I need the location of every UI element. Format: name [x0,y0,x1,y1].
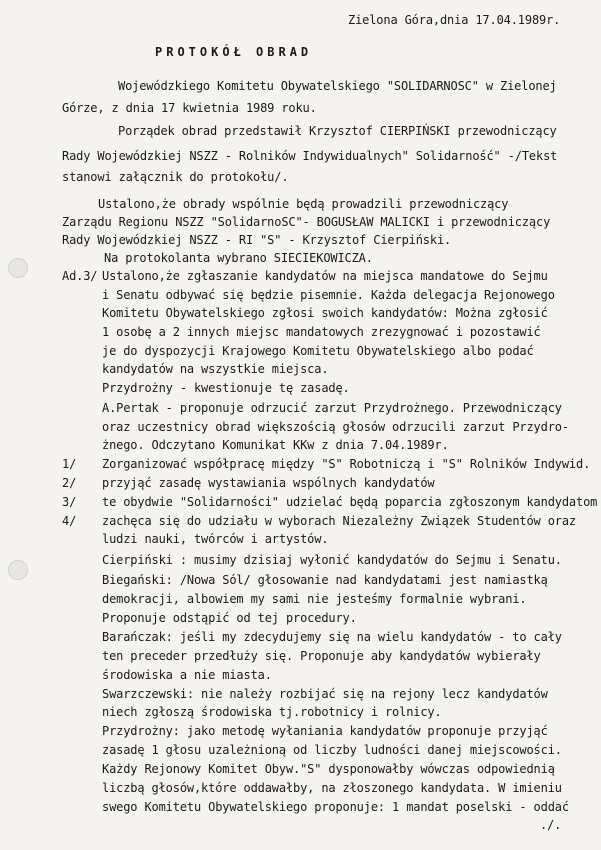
discussion-line: liczbą głosów,które oddawałby, na złoszonego kandydata. W imieniu [102,781,562,795]
discussion-line: Swarzczewski: nie należy rozbijać się na rejony lecz kandydatów [102,687,548,701]
paragraph-line: stanowi załącznik do protokołu/. [62,170,289,184]
paragraph-line: A.Pertak - proponuje odrzucić zarzut Przydrożnego. Przewodniczący [102,401,562,415]
list-item: przyjąć zasadę wystawiania wspólnych kandydatów [102,476,435,490]
discussion-line: swego Komitetu Obywatelskiego proponuje: 1 mandat poselski - oddać [102,800,569,814]
ad3-label: Ad.3/ [62,269,98,283]
paragraph-line: Porządek obrad przedstawił Krzysztof CIERPIŃSKI przewodniczący [118,124,557,138]
list-number: 3/ [62,495,77,509]
paragraph-line: Rady Wojewódzkiej NSZZ - Rolników Indywidualnych" Solidarność" -/Tekst [62,149,558,163]
discussion-line: Barańczak: jeśli my zdecydujemy się na wielu kandydatów - to cały [102,630,562,644]
paragraph-line: żnego. Odczytano Komunikat KKw z dnia 7.04.1989r. [102,438,449,452]
list-item: te obydwie "Solidarności" udzielać będą poparcia zgłoszonym kandydatom [102,495,598,509]
discussion-line: Proponuje odstąpić od tej procedury. [102,611,357,625]
paragraph-line: i Senatu odbywać się będzie pisemnie. Każda delegacja Rejonowego [102,288,555,302]
discussion-line: środowiska a nie miasta. [102,668,272,682]
discussion-line: Przydrożny: jako metodę wyłaniania kandydatów proponuje przyjąć [102,724,548,738]
discussion-line: Cierpiński : musimy dzisiaj wyłonić kandydatów do Sejmu i Senatu. [102,553,562,567]
paragraph-line: Rady Wojewódzkiej NSZZ - RI "S" - Krzysztof Cierpiński. [62,233,452,247]
paragraph-line: kandydatów na wszystkie miejsca. [102,362,329,376]
discussion-line: demokracji, albowiem my sami nie jesteśmy formalnie wybrani. [102,592,527,606]
paragraph-line: je do dyspozycji Krajowego Komitetu Obywatelskiego albo podać [102,344,534,358]
discussion-line: ten preceder przedłuży się. Proponuje aby kandydatów wybierały [102,649,541,663]
intro-line: Wojewódzkiego Komitetu Obywatelskiego "SOLIDARNOSC" w Zielonej [118,79,557,93]
list-number: 1/ [62,457,77,471]
list-item: Zorganizować współpracę między "S" Robotniczą i "S" Rolników Indywid. [102,457,591,471]
discussion-line: Każdy Rejonowy Komitet Obyw."S" dysponowałby wówczas odpowiednią [102,762,555,776]
paragraph-line: Na protokolanta wybrano SIECIEKOWICZA. [104,251,373,265]
intro-line: Górze, z dnia 17 kwietnia 1989 roku. [62,101,317,115]
list-item: zachęca się do udziału w wyborach Niezależny Związek Studentów oraz [102,514,576,528]
discussion-line: zasadę 1 głosu uzależnioną od liczby ludności danej miejscowości. [102,743,562,757]
paragraph-line: 1 osobę a 2 innych miejsc mandatowych zrezygnować i pozostawić [102,325,541,339]
paragraph-line: Zarządu Regionu NSZZ "SolidarnoSC"- BOGUSŁAW MALICKI i przewodniczący [62,215,551,229]
list-number: 2/ [62,476,77,490]
paragraph-line: Komitetu Obywatelskiego zgłosi swoich kandydatów: Można zgłosić [102,306,548,320]
paragraph-line: oraz uczestnicy obrad większością głosów odrzucili zarzut Przydro- [102,420,569,434]
list-item: ludzi nauki, twórców i artystów. [102,532,329,546]
document-title: PROTOKÓŁ OBRAD [155,45,313,59]
continuation-mark: ./. [540,818,562,832]
discussion-line: Biegański: /Nowa Sól/ głosowanie nad kandydatami jest namiastką [102,573,548,587]
paragraph-line: Ustalono,że obrady wspólnie będą prowadzili przewodniczący [98,197,509,211]
list-number: 4/ [62,514,77,528]
paragraph-line: Ustalono,że zgłaszanie kandydatów na miejsca mandatowe do Sejmu [102,269,548,283]
punch-hole-bottom [8,560,28,580]
paragraph-line: Przydrożny - kwestionuje tę zasadę. [102,381,350,395]
punch-hole-top [8,258,28,278]
discussion-line: niech zgłoszą środowiska tj.robotnicy i rolnicy. [102,705,442,719]
place-date: Zielona Góra,dnia 17.04.1989r. [348,13,561,27]
